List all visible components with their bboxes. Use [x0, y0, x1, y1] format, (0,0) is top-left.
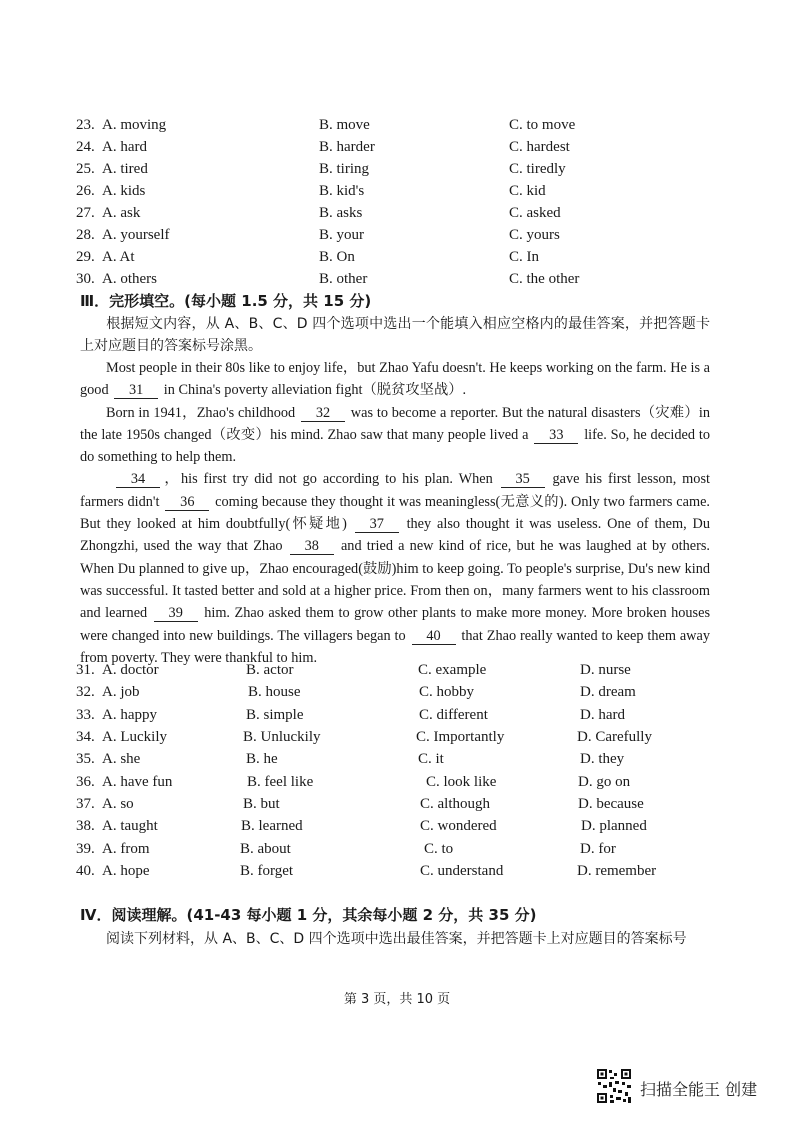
- question-number: 40.: [76, 863, 95, 879]
- option-a: A. from: [102, 841, 150, 857]
- option-a: A. hard: [102, 139, 147, 155]
- option-d: D. they: [580, 751, 625, 767]
- question-number: 31.: [76, 662, 95, 678]
- blank-40: 40: [412, 629, 456, 645]
- scanner-brand-label: 扫描全能王 创建: [640, 1080, 758, 1099]
- option-a: A. hope: [102, 863, 150, 879]
- question-row: [0, 202, 794, 224]
- option-a: A. yourself: [102, 227, 170, 243]
- option-a: A. so: [102, 796, 134, 812]
- option-b: B. your: [319, 227, 364, 243]
- option-b: B. other: [319, 271, 368, 287]
- option-c: C. In: [509, 249, 539, 265]
- question-row: [0, 838, 794, 860]
- option-b: B. Unluckily: [243, 729, 321, 745]
- option-b: B. asks: [319, 205, 363, 221]
- option-a: A. she: [102, 751, 141, 767]
- option-d: D. remember: [577, 863, 657, 879]
- option-b: B. but: [243, 796, 280, 812]
- question-row: [0, 681, 794, 703]
- question-number: 34.: [76, 729, 95, 745]
- option-d: D. for: [580, 841, 616, 857]
- question-number: 26.: [76, 183, 95, 199]
- instruction-text: 阅读下列材料，从 A、B、C、D 四个选项中选出最佳答案，并把答题卡上对应题目的答案标号: [106, 931, 687, 947]
- blank-33: 33: [534, 428, 578, 444]
- blank-37: 37: [355, 517, 399, 533]
- option-b: B. house: [248, 684, 301, 700]
- question-row: [0, 771, 794, 793]
- option-a: A. have fun: [102, 774, 173, 790]
- blank-34: 34: [116, 472, 160, 488]
- question-number: 32.: [76, 684, 95, 700]
- section-4-title: Ⅳ．阅读理解。(41-43 每小题 1 分，其余每小题 2 分，共 35 分): [80, 906, 537, 924]
- option-d: D. Carefully: [577, 729, 652, 745]
- question-row: [0, 704, 794, 726]
- option-c: C. tiredly: [509, 161, 566, 177]
- section-3-title: Ⅲ．完形填空。(每小题 1.5 分，共 15 分): [80, 292, 372, 310]
- question-number: 38.: [76, 818, 95, 834]
- passage-paragraph-3: 34 ，his first try did not go according to his plan. When 35 gave his first lesson, most farmers didn't 36 coming because they thought it was meaningless(无意义的). Only two farmers came. But they looked at him doubtfully(怀疑地) 37 they also thought it was useless. One of them, Du Zhongzhi, used the way that Zhao 38 and tried a new kind of rice, but he was laughed at by others. When Du planned to give up，Zhao encouraged(鼓励)him to keep going. To people's surprise, Du's new kind was successful. It tasted better and sold at a higher price. From then on，many farmers went to his classroom and learned 39 him. Zhao asked them to grow other plants to make more money. More broken houses were changed into new buildings. The villagers began to 40 that Zhao really wanted to keep them away from poverty. They were thankful to him.: [80, 471, 711, 666]
- question-row: [0, 659, 794, 681]
- question-row: [0, 114, 794, 136]
- option-b: B. actor: [246, 662, 294, 678]
- blank-36: 36: [165, 495, 209, 511]
- question-row: [0, 224, 794, 246]
- option-c: C. kid: [509, 183, 546, 199]
- option-c: C. example: [418, 662, 487, 678]
- option-c: C. yours: [509, 227, 560, 243]
- option-b: B. about: [240, 841, 291, 857]
- question-row: [0, 158, 794, 180]
- section-3-instruction: [80, 313, 710, 358]
- instruction-text: 根据短文内容，从 A、B、C、D 四个选项中选出一个能填入相应空格内的最佳答案，并把答题卡上对应题目的答案标号涂黑。: [80, 316, 710, 355]
- option-a: A. At: [102, 249, 135, 265]
- question-number: 30.: [76, 271, 95, 287]
- question-number: 24.: [76, 139, 95, 155]
- option-b: B. tiring: [319, 161, 370, 177]
- question-row: [0, 815, 794, 837]
- option-b: B. simple: [246, 707, 304, 723]
- option-a: A. tired: [102, 161, 148, 177]
- option-d: D. planned: [581, 818, 647, 834]
- option-a: A. ask: [102, 205, 141, 221]
- option-c: C. to move: [509, 117, 576, 133]
- passage-paragraph-1: Most people in their 80s like to enjoy life，but Zhao Yafu doesn't. He keeps working on the farm. He is a good 31 in China's poverty alleviation fight（脱贫攻坚战）.: [80, 360, 710, 399]
- passage-paragraph-2: Born in 1941，Zhao's childhood 32 was to become a reporter. But the natural disasters（灾难）in the late 1950s changed（改变）his mind. Zhao saw that many people lived a 33 life. So, he decided to do something to help them.: [80, 404, 710, 466]
- blank-32: 32: [301, 406, 345, 422]
- option-b: B. he: [246, 751, 278, 767]
- page-number: 第 3 页，共 10 页: [343, 992, 451, 1007]
- option-c: C. Importantly: [416, 729, 505, 745]
- question-number: 29.: [76, 249, 95, 265]
- option-a: A. moving: [102, 117, 167, 133]
- question-number: 28.: [76, 227, 95, 243]
- option-d: D. go on: [578, 774, 631, 790]
- option-c: C. wondered: [420, 818, 497, 834]
- question-row: [0, 180, 794, 202]
- question-row: [0, 268, 794, 290]
- option-c: C. it: [418, 751, 444, 767]
- option-c: C. to: [424, 841, 454, 857]
- option-d: D. dream: [580, 684, 636, 700]
- option-a: A. job: [102, 684, 140, 700]
- option-a: A. kids: [102, 183, 146, 199]
- option-a: A. Luckily: [102, 729, 167, 745]
- blank-31: 31: [114, 383, 158, 399]
- blank-39: 39: [154, 606, 198, 622]
- question-row: [0, 246, 794, 268]
- option-a: A. happy: [102, 707, 157, 723]
- blank-35: 35: [501, 472, 545, 488]
- question-number: 36.: [76, 774, 95, 790]
- option-b: B. feel like: [247, 774, 314, 790]
- question-row: [0, 136, 794, 158]
- option-a: A. others: [102, 271, 157, 287]
- option-c: C. understand: [420, 863, 504, 879]
- section-4-instruction: [80, 928, 710, 950]
- question-number: 35.: [76, 751, 95, 767]
- option-b: B. move: [319, 117, 370, 133]
- option-d: D. hard: [580, 707, 625, 723]
- question-row: [0, 860, 794, 882]
- qr-code-icon: [596, 1068, 632, 1104]
- option-c: C. different: [419, 707, 488, 723]
- question-row: [0, 793, 794, 815]
- option-b: B. forget: [240, 863, 294, 879]
- option-b: B. On: [319, 249, 355, 265]
- option-c: C. although: [420, 796, 490, 812]
- option-c: C. asked: [509, 205, 561, 221]
- question-number: 23.: [76, 117, 95, 133]
- option-d: D. nurse: [580, 662, 631, 678]
- blank-38: 38: [290, 539, 334, 555]
- question-number: 33.: [76, 707, 95, 723]
- option-b: B. kid's: [319, 183, 365, 199]
- option-c: C. hobby: [419, 684, 475, 700]
- option-b: B. learned: [241, 818, 303, 834]
- option-a: A. doctor: [102, 662, 159, 678]
- question-number: 39.: [76, 841, 95, 857]
- question-number: 25.: [76, 161, 95, 177]
- question-row: [0, 748, 794, 770]
- question-number: 37.: [76, 796, 95, 812]
- option-c: C. hardest: [509, 139, 570, 155]
- option-b: B. harder: [319, 139, 375, 155]
- question-number: 27.: [76, 205, 95, 221]
- option-d: D. because: [578, 796, 644, 812]
- cloze-passage: [80, 357, 710, 669]
- question-row: [0, 726, 794, 748]
- option-c: C. look like: [426, 774, 497, 790]
- option-c: C. the other: [509, 271, 580, 287]
- option-a: A. taught: [102, 818, 158, 834]
